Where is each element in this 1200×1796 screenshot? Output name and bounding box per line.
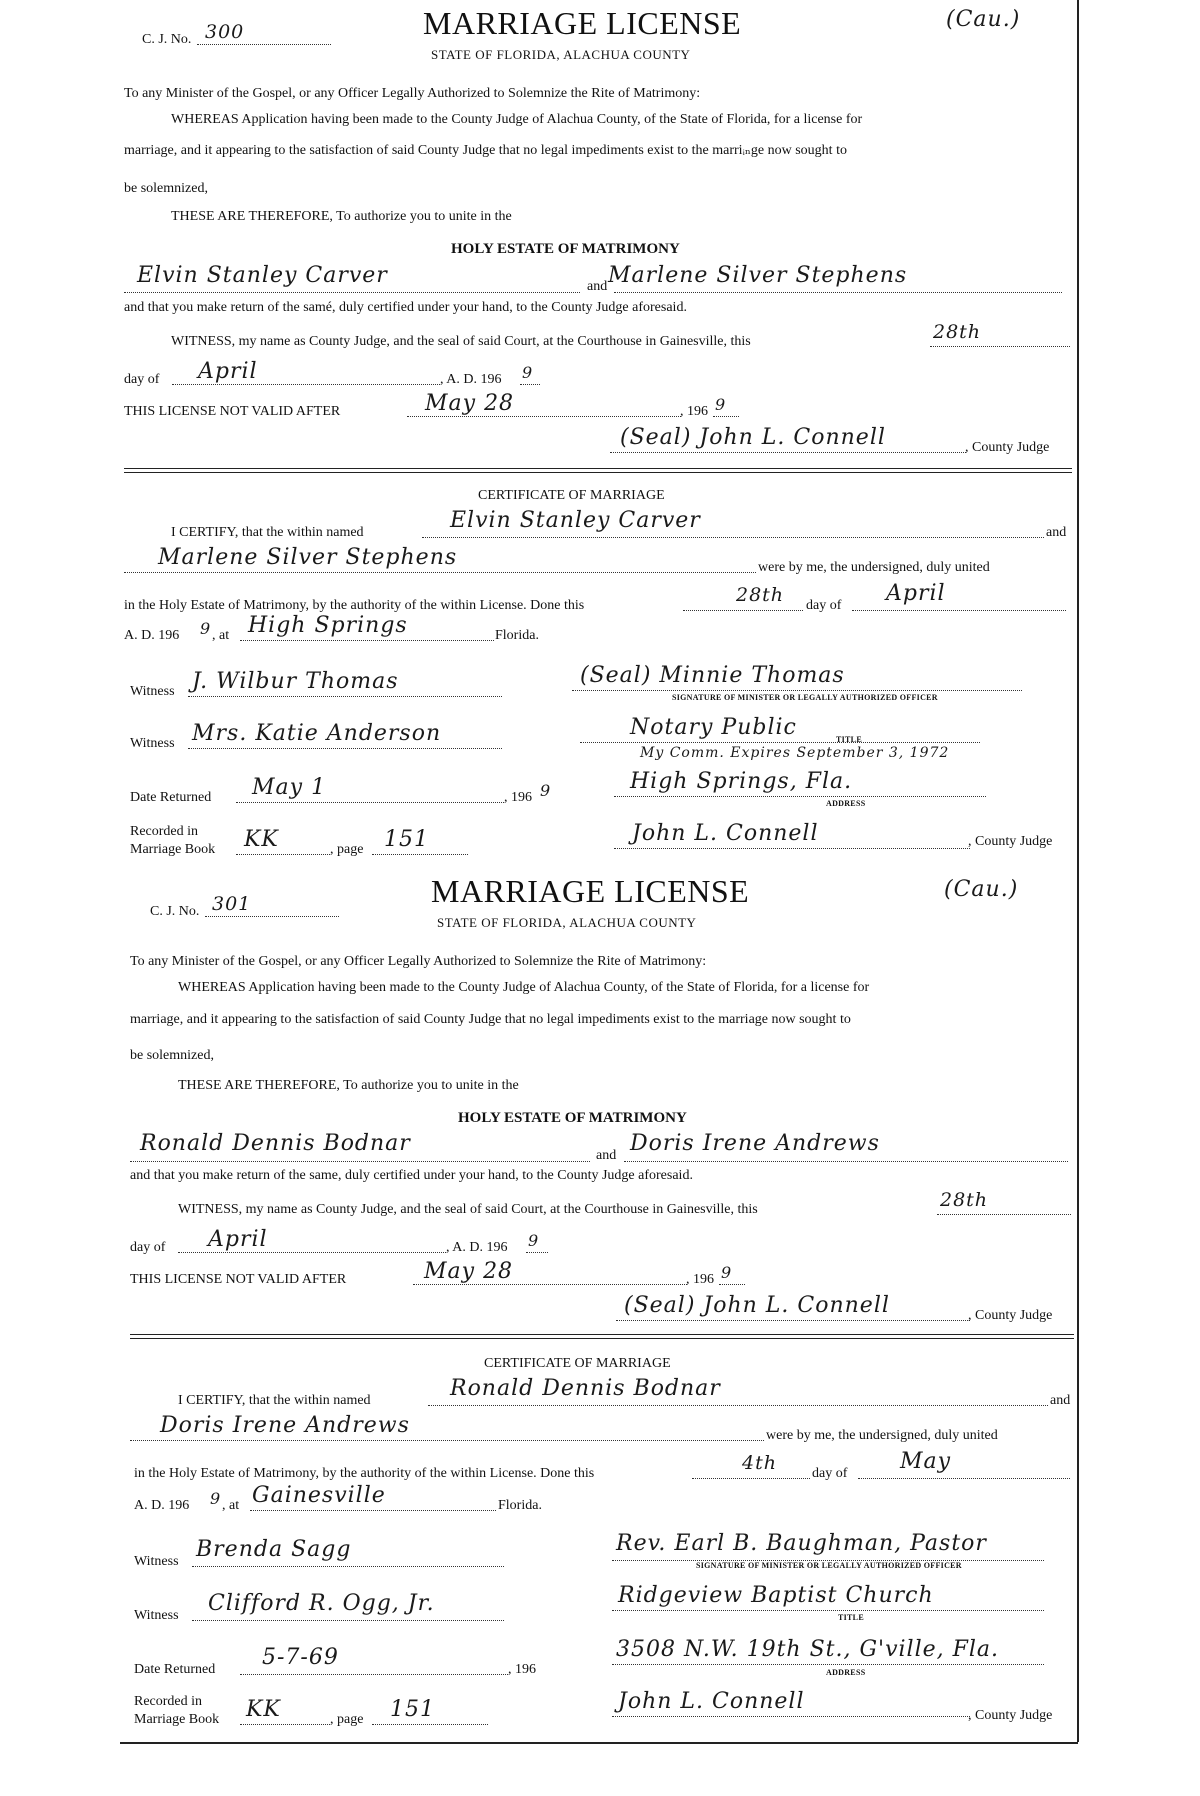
- bride-name: Doris Irene Andrews: [630, 1131, 880, 1156]
- day-of-label: day of: [124, 372, 160, 387]
- date-returned-label: Date Returned: [134, 1662, 216, 1677]
- whereas-line-3: be solemnized,: [124, 181, 208, 196]
- whereas-line-1: WHEREAS Application having been made to the County Judge of Alachua County, of the State of Florida, for a license for: [171, 112, 863, 127]
- whereas-line-3: be solemnized,: [130, 1048, 214, 1063]
- not-valid-label: THIS LICENSE NOT VALID AFTER: [130, 1272, 347, 1287]
- united-line: were by me, the undersigned, duly united: [766, 1428, 998, 1443]
- witness-label-1: Witness: [134, 1554, 179, 1569]
- whereas-line-2: marriage, and it appearing to the satisfaction of said County Judge that no legal impediments exist to the marriage now sought to: [130, 1012, 851, 1027]
- officer-signature-caption: SIGNATURE OF MINISTER OR LEGALLY AUTHORIZED OFFICER: [672, 693, 938, 702]
- not-valid-label: THIS LICENSE NOT VALID AFTER: [124, 404, 341, 419]
- recorder-signature: John L. Connell: [618, 1689, 805, 1714]
- section-divider: [130, 1334, 1074, 1339]
- title-caption: TITLE: [836, 735, 862, 744]
- return-line: and that you make return of the same, duly certified under your hand, to the County Judge aforesaid.: [130, 1168, 693, 1183]
- section-divider: [124, 468, 1072, 473]
- florida-label: Florida.: [495, 628, 539, 643]
- whereas-line-2: marriage, and it appearing to the satisfaction of said County Judge that no legal impediments exist to the marriᵢₙge now sought to: [124, 143, 847, 158]
- groom-name: Ronald Dennis Bodnar: [140, 1131, 411, 1156]
- page-label: , page: [330, 842, 364, 857]
- witness-2-signature: Mrs. Katie Anderson: [192, 721, 442, 746]
- and-label-2: and: [1046, 525, 1067, 540]
- ad-at-prefix: A. D. 196: [124, 628, 180, 643]
- expire-year: 9: [721, 1263, 733, 1282]
- witness-label-2: Witness: [130, 736, 175, 751]
- year-label: , 196: [686, 1272, 714, 1287]
- witness-label-2: Witness: [134, 1608, 179, 1623]
- witness-line: WITNESS, my name as County Judge, and the seal of said Court, at the Courthouse in Gainesville, this: [171, 334, 751, 349]
- officer-title: Ridgeview Baptist Church: [618, 1583, 934, 1608]
- officer-signature: Rev. Earl B. Baughman, Pastor: [616, 1531, 987, 1556]
- address-caption: ADDRESS: [826, 799, 866, 808]
- recorded-in-label: Recorded in: [134, 1694, 203, 1709]
- officer-title: Notary Public: [630, 715, 797, 740]
- officer-address: High Springs, Fla.: [630, 769, 853, 794]
- address-caption: ADDRESS: [826, 1668, 866, 1677]
- witness-1-signature: Brenda Sagg: [196, 1537, 352, 1562]
- day-of-label: day of: [130, 1240, 166, 1255]
- license-subtitle: STATE OF FLORIDA, ALACHUA COUNTY: [431, 47, 691, 62]
- day-of-label-2: day of: [812, 1466, 848, 1481]
- license-subtitle: STATE OF FLORIDA, ALACHUA COUNTY: [437, 915, 697, 930]
- commission-note: My Comm. Expires September 3, 1972: [640, 745, 950, 761]
- issue-day: 28th: [940, 1189, 989, 1211]
- done-month: April: [886, 581, 946, 606]
- cert-groom: Ronald Dennis Bodnar: [450, 1376, 721, 1401]
- return-line: and that you make return of the samé, duly certified under your hand, to the County Judge aforesaid.: [124, 300, 687, 315]
- witness-2-signature: Clifford R. Ogg, Jr.: [208, 1591, 435, 1616]
- date-returned-label: Date Returned: [130, 790, 212, 805]
- marriage-book-label: Marriage Book: [130, 842, 216, 857]
- holy-estate-heading: HOLY ESTATE OF MATRIMONY: [458, 1110, 687, 1126]
- returned-year-label: , 196: [508, 1662, 536, 1677]
- and-label: and: [596, 1148, 617, 1163]
- cj-no-label: C. J. No.: [142, 32, 192, 47]
- day-of-label-2: day of: [806, 598, 842, 613]
- year-label: , 196: [680, 404, 708, 419]
- county-judge-label-2: , County Judge: [968, 1708, 1053, 1723]
- issue-year: 9: [528, 1231, 540, 1250]
- book-value: KK: [244, 827, 279, 852]
- returned-date: May 1: [252, 775, 327, 800]
- cj-no-label: C. J. No.: [150, 904, 200, 919]
- cj-no-value: 301: [212, 893, 252, 915]
- judge-signature: (Seal) John L. Connell: [624, 1293, 890, 1318]
- and-label: and: [587, 279, 608, 294]
- holy-estate-line: in the Holy Estate of Matrimony, by the authority of the within License. Done this: [134, 1466, 595, 1481]
- holy-estate-heading: HOLY ESTATE OF MATRIMONY: [451, 241, 680, 257]
- done-month: May: [900, 1449, 952, 1474]
- marriage-book-label: Marriage Book: [134, 1712, 220, 1727]
- done-day: 4th: [742, 1452, 777, 1474]
- witness-1-signature: J. Wilbur Thomas: [192, 669, 399, 694]
- issue-day: 28th: [933, 321, 982, 343]
- ad-at-suffix: , at: [222, 1498, 240, 1513]
- witness-label-1: Witness: [130, 684, 175, 699]
- and-label-2: and: [1050, 1393, 1071, 1408]
- ad-year: 9: [210, 1489, 222, 1508]
- ad-year: 9: [200, 619, 212, 638]
- returned-year: 9: [540, 781, 552, 800]
- expire-date: May 28: [424, 1259, 514, 1284]
- ad-label: , A. D. 196: [440, 372, 502, 387]
- ad-at-prefix: A. D. 196: [134, 1498, 190, 1513]
- witness-line: WITNESS, my name as County Judge, and the seal of said Court, at the Courthouse in Gainesville, this: [178, 1202, 758, 1217]
- ad-at-suffix: , at: [212, 628, 230, 643]
- county-judge-label: , County Judge: [965, 440, 1050, 455]
- address-line: To any Minister of the Gospel, or any Officer Legally Authorized to Solemnize the Rite of Matrimony:: [124, 86, 701, 101]
- expire-year: 9: [715, 395, 727, 414]
- page-value: 151: [390, 1697, 435, 1722]
- page-label: , page: [330, 1712, 364, 1727]
- therefore-line: THESE ARE THEREFORE, To authorize you to unite in the: [171, 209, 512, 224]
- annotation: (Cau.): [944, 877, 1019, 902]
- document-frame-bottom: [120, 1742, 1078, 1744]
- done-day: 28th: [736, 584, 785, 606]
- cert-groom: Elvin Stanley Carver: [450, 508, 701, 533]
- license-title: MARRIAGE LICENSE: [431, 873, 750, 909]
- page-value: 151: [384, 827, 429, 852]
- holy-estate-line: in the Holy Estate of Matrimony, by the authority of the within License. Done this: [124, 598, 585, 613]
- book-value: KK: [246, 1697, 281, 1722]
- cert-bride: Doris Irene Andrews: [160, 1413, 410, 1438]
- certify-line: I CERTIFY, that the within named: [178, 1393, 371, 1408]
- judge-signature: (Seal) John L. Connell: [620, 425, 886, 450]
- recorder-signature: John L. Connell: [632, 821, 819, 846]
- title-caption: TITLE: [838, 1613, 864, 1622]
- license-title: MARRIAGE LICENSE: [423, 5, 742, 41]
- issue-month: April: [208, 1227, 268, 1252]
- ad-label: , A. D. 196: [446, 1240, 508, 1255]
- expire-date: May 28: [425, 391, 515, 416]
- county-judge-label: , County Judge: [968, 1308, 1053, 1323]
- issue-year: 9: [522, 363, 534, 382]
- certificate-title: CERTIFICATE OF MARRIAGE: [484, 1356, 671, 1371]
- ceremony-place: High Springs: [248, 613, 408, 638]
- recorded-in-label: Recorded in: [130, 824, 199, 839]
- ceremony-place: Gainesville: [252, 1483, 386, 1508]
- cert-bride: Marlene Silver Stephens: [158, 545, 458, 570]
- address-line: To any Minister of the Gospel, or any Officer Legally Authorized to Solemnize the Rite of Matrimony:: [130, 954, 707, 969]
- bride-name: Marlene Silver Stephens: [608, 263, 908, 288]
- florida-label: Florida.: [498, 1498, 542, 1513]
- certificate-title: CERTIFICATE OF MARRIAGE: [478, 488, 665, 503]
- issue-month: April: [198, 359, 258, 384]
- officer-address: 3508 N.W. 19th St., G'ville, Fla.: [616, 1637, 1000, 1662]
- therefore-line: THESE ARE THEREFORE, To authorize you to unite in the: [178, 1078, 519, 1093]
- officer-signature-caption: SIGNATURE OF MINISTER OR LEGALLY AUTHORIZED OFFICER: [696, 1561, 962, 1570]
- returned-date: 5-7-69: [262, 1645, 339, 1670]
- certify-line: I CERTIFY, that the within named: [171, 525, 364, 540]
- whereas-line-1: WHEREAS Application having been made to the County Judge of Alachua County, of the State of Florida, for a license for: [178, 980, 870, 995]
- officer-signature: (Seal) Minnie Thomas: [580, 663, 845, 688]
- returned-year-label: , 196: [504, 790, 532, 805]
- groom-name: Elvin Stanley Carver: [137, 263, 388, 288]
- annotation: (Cau.): [946, 7, 1021, 32]
- county-judge-label-2: , County Judge: [968, 834, 1053, 849]
- united-line: were by me, the undersigned, duly united: [758, 560, 990, 575]
- cj-no-value: 300: [205, 21, 245, 43]
